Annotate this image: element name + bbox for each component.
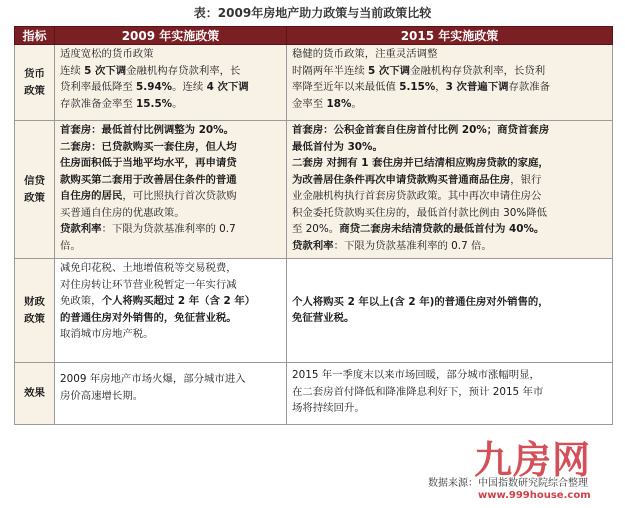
text: 场将持续回升。: [292, 402, 365, 414]
cell-line: [292, 221, 607, 238]
cell-line: [292, 96, 607, 113]
cell-line: [292, 46, 607, 63]
cell-effect-2009: [55, 363, 287, 425]
text: 在二套房首付降低和降准降息利好下，预计 2015 年市: [292, 385, 544, 398]
text: 贷利率最低降至: [60, 81, 137, 93]
text: ，: [435, 81, 446, 93]
cell-line: [60, 122, 281, 139]
cell-line: [292, 238, 607, 255]
text: 存款准备: [508, 81, 551, 93]
text: ：下限为贷款基准利率的 0.7 倍。: [333, 239, 492, 252]
bold-text: 个人将购买 2 年以上(含 2 年)的普通住房对外销售的，: [292, 295, 549, 308]
bold-text: 商贷二套房未结清贷款的最低首付为 40%。: [339, 223, 545, 235]
cell-line: [292, 294, 607, 311]
cell-line: [292, 139, 607, 156]
bold-text: 最低首付为 30%。: [292, 140, 383, 153]
row-label-fiscal: [15, 259, 55, 363]
bold-text: 4 次下调: [206, 81, 249, 93]
bold-text: 3 次普遍下调: [445, 81, 509, 93]
row-label-text: 效果: [24, 387, 45, 400]
bold-text: 5 次下调: [368, 64, 411, 77]
header-row: [15, 27, 613, 45]
cell-line: [292, 188, 607, 205]
cell-line: [60, 96, 281, 113]
bold-text: 贷款利率: [60, 223, 102, 235]
cell-line: [60, 172, 281, 189]
bold-text: 住房面积低于当地平均水平，再申请贷: [60, 157, 237, 169]
cell-line: [60, 63, 281, 80]
cell-line: [60, 260, 281, 277]
text: ，银行: [510, 173, 542, 186]
cell-line: [292, 172, 607, 189]
bold-text: 首套房：公积金首套自住房首付比例 20%；商贷首套房: [292, 124, 550, 136]
row-label-text: 财政: [24, 296, 45, 308]
cell-line: [292, 205, 607, 222]
text: 积金委托贷款购买住房的，最低首付款比例由 30%降低: [292, 206, 547, 219]
watermark-logo: 九房网: [474, 438, 592, 482]
cell-line: [60, 221, 281, 238]
text: 对住房转让环节营业税暂定一年实行减: [60, 278, 237, 291]
text: 稳健的货币政策，注重灵活调整: [292, 48, 438, 60]
text: ：下限为贷款基准利率的 0.7: [101, 223, 236, 235]
bold-text: 首套房：最低首付比例调整为 20%。: [60, 124, 234, 136]
table-caption: 表：2009年房地产助力政策与当前政策比较: [193, 6, 432, 20]
cell-credit-2015: [287, 121, 613, 259]
bold-text: 二套房：已贷款购买一套住房，但人均: [60, 140, 237, 153]
text: 买普通自住房的优惠政策。: [60, 206, 185, 219]
cell-line: [60, 139, 281, 156]
bold-text: 的普通住房对外销售的，免征营业税。: [60, 311, 237, 324]
policy-comparison-table: [14, 26, 613, 425]
text: 2015 年一季度末以来市场回暖，部分城市涨幅明显，: [292, 369, 540, 381]
cell-line: [60, 188, 281, 205]
bold-text: 18%: [326, 97, 352, 110]
text: ，可比照执行首次贷款购: [122, 190, 237, 202]
cell-line: [60, 79, 281, 96]
cell-monetary-2015: [287, 45, 613, 121]
text: 金融机构存贷款利率，长贷利: [410, 64, 546, 77]
text: 。: [172, 97, 183, 110]
bold-text: 二套房: [292, 157, 324, 169]
bold-text: 5.15%: [399, 81, 436, 93]
text: 减免印花税、土地增值税等交易税费，: [60, 262, 237, 274]
cell-line: [292, 400, 607, 417]
bold-text: 为改善居住条件再次申请贷款购买普通商品住房: [292, 173, 511, 186]
row-label-text: 货币: [24, 68, 45, 80]
cell-line: [60, 155, 281, 172]
text: 金融机构存贷款利率，长: [126, 64, 241, 77]
cell-line: [60, 388, 281, 405]
row-label-credit: [15, 121, 55, 259]
row-label-text: 政策: [24, 312, 45, 325]
text: 金率至: [292, 97, 327, 110]
cell-line: [60, 293, 281, 310]
cell-line: [292, 367, 607, 384]
bold-text: 15.5%: [136, 97, 173, 110]
cell-line: [292, 122, 607, 139]
bold-text: 个人将购买超过 2 年（含 2 年）: [101, 295, 256, 307]
row-credit-policy: [15, 121, 613, 259]
cell-line: [60, 205, 281, 222]
cell-line: [292, 384, 607, 401]
bold-text: 对拥有 1 套住房并已结清相应购房贷款的家庭，: [326, 157, 549, 169]
row-monetary-policy: [15, 45, 613, 121]
bold-text: 5.94%: [136, 81, 173, 93]
data-source-note: 数据来源：中国指数研究院综合整理: [428, 478, 588, 489]
text: 取消城市房地产税。: [60, 328, 154, 340]
row-label-text: 信贷: [24, 175, 45, 187]
cell-credit-2009: [55, 121, 287, 259]
header-2009: 2009 年实施政策: [55, 27, 287, 45]
header-2015: 2015 年实施政策: [287, 27, 613, 45]
bold-text: 款购买第二套用于改善居住条件的普通: [60, 173, 237, 186]
text: 免政策，: [60, 295, 102, 307]
cell-line: [60, 277, 281, 294]
row-label-text: 政策: [24, 84, 45, 97]
cell-line: [292, 310, 607, 327]
cell-line: [292, 155, 607, 172]
cell-line: [60, 46, 281, 63]
bold-text: 免征营业税。: [292, 312, 355, 324]
header-indicator: 指标: [15, 27, 55, 45]
row-label-text: 政策: [24, 191, 45, 204]
cell-fiscal-2009: [55, 259, 287, 363]
cell-line: [60, 326, 281, 343]
bold-text: 贷款利率: [292, 239, 334, 252]
row-fiscal-policy: [15, 259, 613, 363]
cell-monetary-2009: [55, 45, 287, 121]
bold-text: 自住房的居民: [60, 190, 123, 202]
text: 存款准备金率至: [60, 97, 137, 110]
text: 业金融机构执行首套房贷款政策。其中再次申请住房公: [292, 190, 542, 202]
text: 连续: [60, 64, 85, 77]
row-label-monetary: [15, 45, 55, 121]
text: 。连续: [172, 81, 207, 93]
watermark-url: www.999house.com: [478, 490, 591, 501]
row-label-effect: [15, 363, 55, 425]
cell-line: [292, 79, 607, 96]
cell-line: [60, 238, 281, 255]
cell-line: [60, 310, 281, 327]
text: 房价高速增长期。: [60, 389, 144, 402]
text: 2009 年房地产市场火爆，部分城市进入: [60, 373, 246, 385]
row-effect: [15, 363, 613, 425]
text: 。: [351, 97, 362, 110]
cell-fiscal-2015: [287, 259, 613, 363]
text: 适度宽松的货币政策: [60, 48, 154, 60]
text: 时隔两年半连续: [292, 64, 369, 77]
text: 率降至近年以来最低值: [292, 81, 400, 93]
cell-line: [60, 371, 281, 388]
text: 倍。: [60, 239, 81, 252]
cell-line: [292, 63, 607, 80]
bold-text: 5 次下调: [84, 64, 127, 77]
cell-effect-2015: [287, 363, 613, 425]
text: 至 20%。: [292, 223, 340, 235]
